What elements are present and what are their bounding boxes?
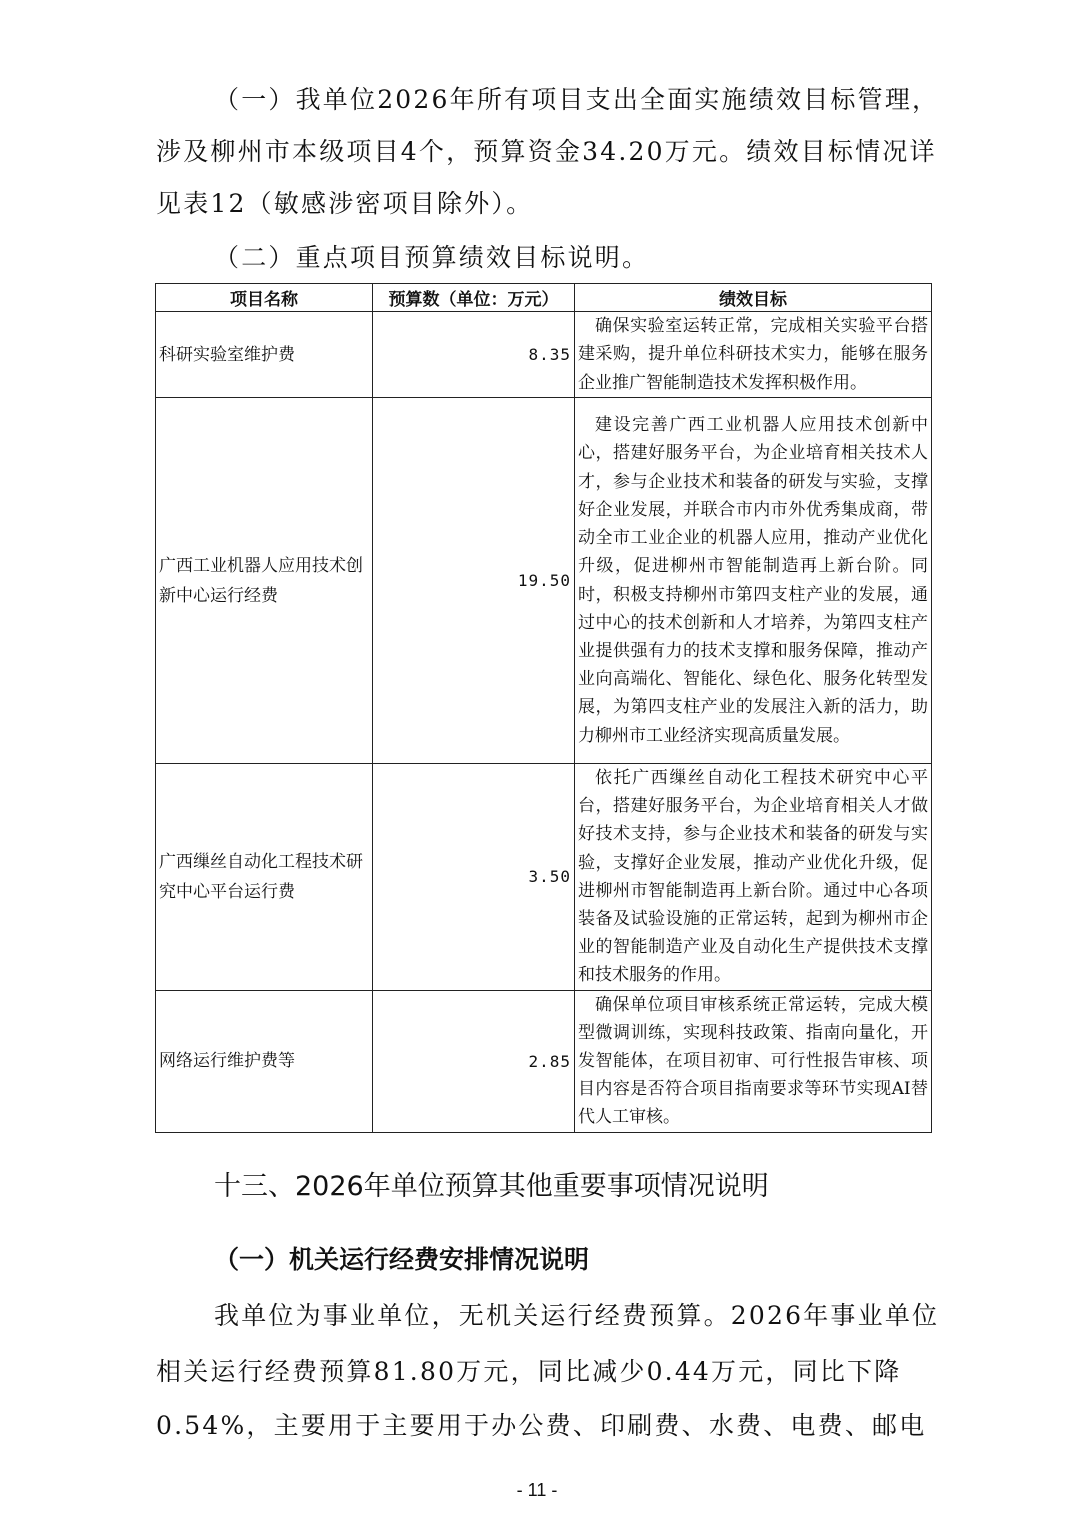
goal-text: 确保单位项目审核系统正常运转，完成大模型微调训练，实现科技政策、指南向量化，开发智能体，在项目初审、可行性报告审核、项目内容是否符合项目指南要求等环节实现AI替代人工审核。 bbox=[578, 994, 928, 1128]
intro-line-4: （二）重点项目预算绩效目标说明。 bbox=[214, 243, 650, 272]
row-performance-goal bbox=[575, 990, 932, 1132]
section-13-subheading: （一）机关运行经费安排情况说明 bbox=[214, 1245, 590, 1274]
header-performance-goal: 绩效目标 bbox=[575, 284, 932, 312]
performance-table bbox=[155, 283, 932, 1133]
goal-text: 依托广西缫丝自动化工程技术研究中心平台，搭建好服务平台，为企业培育相关人才做好技术支持，参与企业技术和装备的研发与实验，支撑好企业发展，推动产业优化升级，促进柳州市智能制造再上新台阶。通过中心各项装备及试验设施的正常运转，起到为柳州市企业的智能制造产业及自动化生产提供技术支撑和技术服务的作用。 bbox=[578, 768, 928, 986]
table-row bbox=[156, 990, 932, 1132]
section-13-heading: 十三、2026年单位预算其他重要事项情况说明 bbox=[214, 1171, 769, 1202]
row-budget-amount: 3.50 bbox=[373, 764, 575, 991]
row-project-name: 科研实验室维护费 bbox=[156, 312, 373, 398]
row-project-name: 广西工业机器人应用技术创新中心运行经费 bbox=[156, 398, 373, 764]
row-budget-amount: 2.85 bbox=[373, 990, 575, 1132]
goal-text: 建设完善广西工业机器人应用技术创新中心，搭建好服务平台，为企业培育相关技术人才，参与企业技术和装备的研发与实验，支撑好企业发展，并联合市内市外优秀集成商，带动全市工业企业的机器人应用，推动产业优化升级，促进柳州市智能制造再上新台阶。同时，积极支持柳州市第四支柱产业的发展，通过中心的技术创新和人才培养，为第四支柱产业提供强有力的技术支撑和服务保障，推动产业向高端化、智能化、绿色化、服务化转型发展，为第四支柱产业的发展注入新的活力，助力柳州市工业经济实现高质量发展。 bbox=[578, 415, 928, 746]
row-project-name: 广西缫丝自动化工程技术研究中心平台运行费 bbox=[156, 764, 373, 991]
section-13-line-3: 0.54%，主要用于主要用于办公费、印刷费、水费、电费、邮电 bbox=[156, 1411, 927, 1440]
table-row bbox=[156, 398, 932, 764]
row-budget-amount: 19.50 bbox=[373, 398, 575, 764]
goal-text: 确保实验室运转正常，完成相关实验平台搭建采购，提升单位科研技术实力，能够在服务企业推广智能制造技术发挥积极作用。 bbox=[578, 316, 928, 393]
row-performance-goal bbox=[575, 398, 932, 764]
table-row bbox=[156, 764, 932, 991]
table-row bbox=[156, 312, 932, 398]
row-project-name: 网络运行维护费等 bbox=[156, 990, 373, 1132]
intro-line-1: （一）我单位2026年所有项目支出全面实施绩效目标管理， bbox=[214, 85, 940, 114]
table-header-row bbox=[156, 284, 932, 312]
row-performance-goal bbox=[575, 312, 932, 398]
intro-line-3: 见表12（敏感涉密项目除外）。 bbox=[156, 189, 534, 218]
header-budget-amount: 预算数（单位：万元） bbox=[373, 284, 575, 312]
section-13-line-2: 相关运行经费预算81.80万元，同比减少0.44万元，同比下降 bbox=[156, 1357, 902, 1386]
intro-line-2: 涉及柳州市本级项目4个，预算资金34.20万元。绩效目标情况详 bbox=[156, 137, 937, 166]
row-budget-amount: 8.35 bbox=[373, 312, 575, 398]
page-number: - 11 - bbox=[516, 1480, 558, 1500]
row-performance-goal bbox=[575, 764, 932, 991]
header-project-name: 项目名称 bbox=[156, 284, 373, 312]
section-13-line-1: 我单位为事业单位，无机关运行经费预算。2026年事业单位 bbox=[214, 1301, 940, 1330]
